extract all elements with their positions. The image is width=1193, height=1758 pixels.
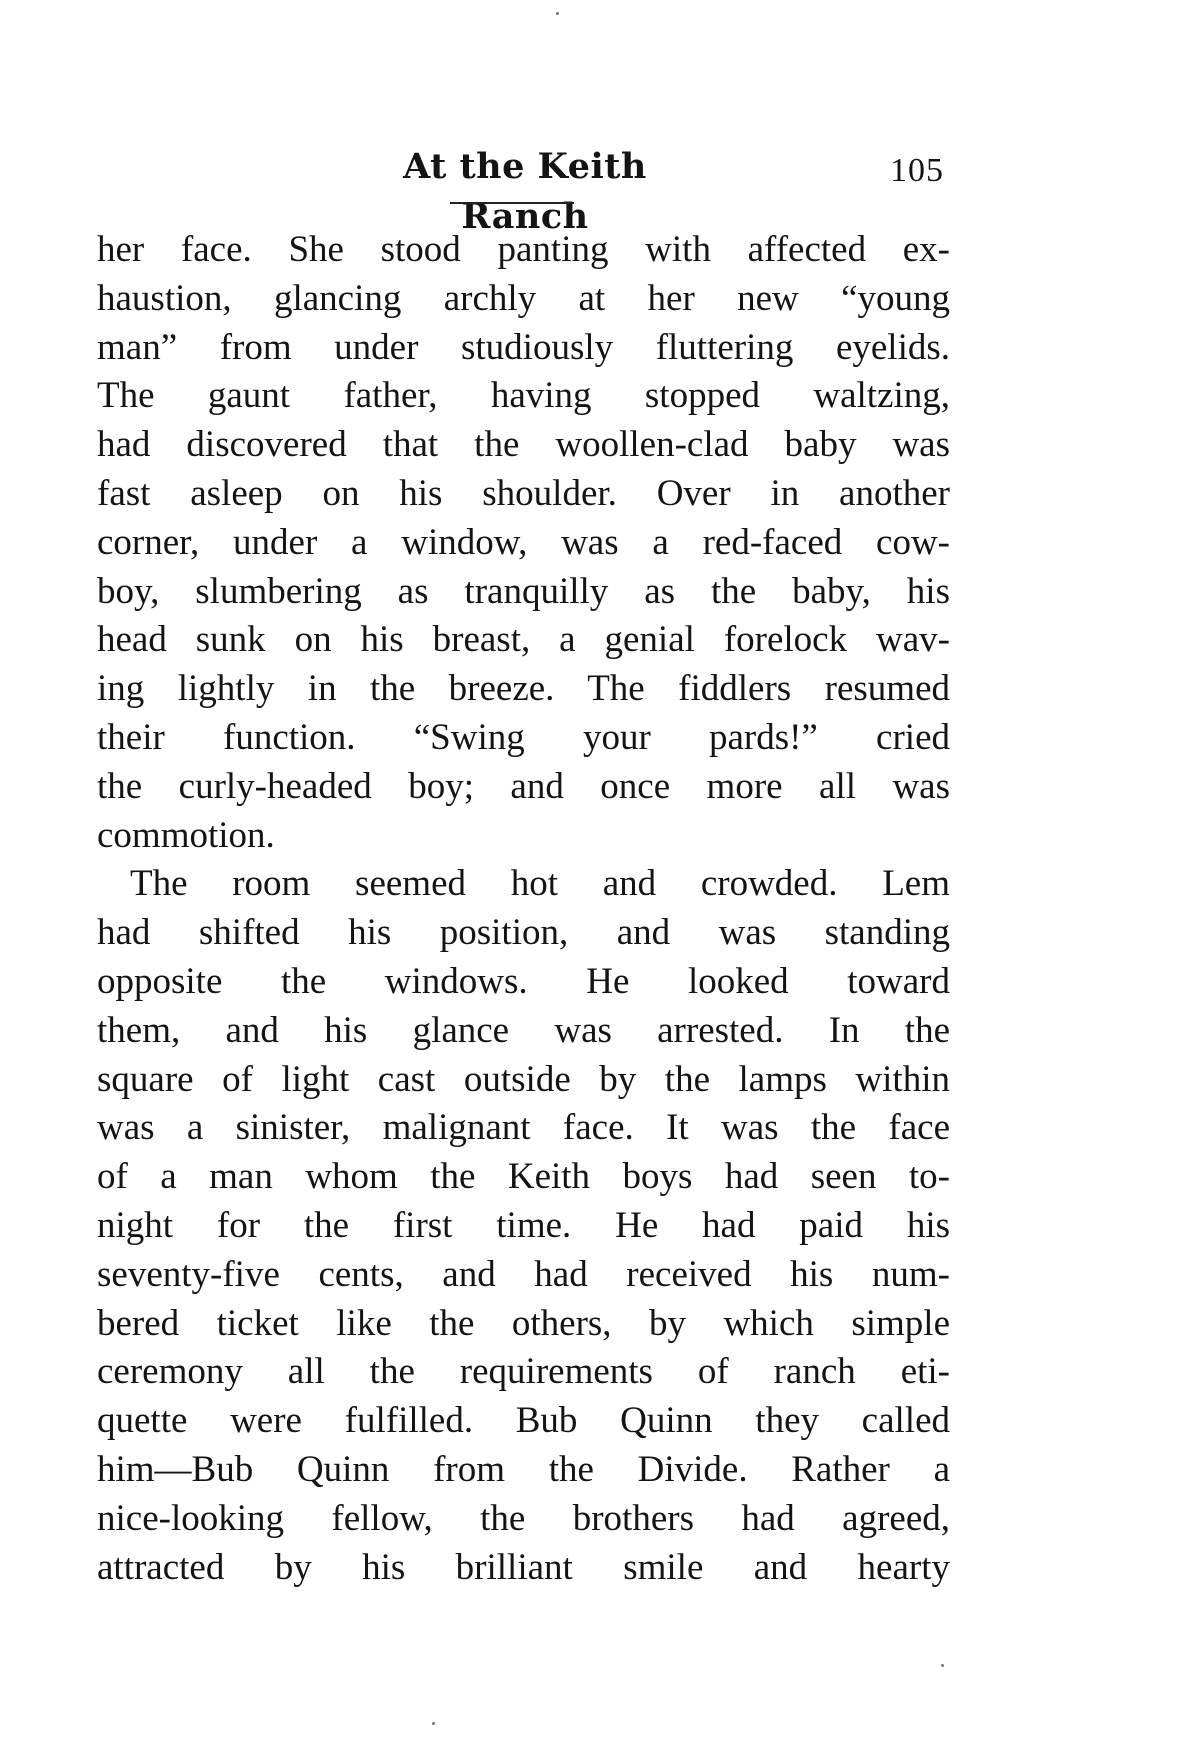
text-line: night for the first time. He had paid his: [97, 1204, 950, 1246]
running-title: At the Keith Ranch: [403, 146, 647, 237]
text-line: had discovered that the woollen-clad baby was: [97, 424, 950, 466]
paper-speck: [556, 12, 559, 15]
text-line: had shifted his position, and was standing: [97, 912, 950, 954]
text-line: nice-looking fellow, the brothers had agreed,: [97, 1497, 950, 1539]
text-line: The gaunt father, having stopped waltzing,: [97, 375, 950, 417]
text-line: the curly-headed boy; and once more all was: [97, 765, 950, 807]
text-line: ceremony all the requirements of ranch eti-: [97, 1351, 950, 1393]
text-line: bered ticket like the others, by which simple: [97, 1302, 950, 1344]
text-line: ing lightly in the breeze. The fiddlers resumed: [97, 668, 950, 710]
text-line: commotion.: [97, 814, 275, 856]
text-line: The room seemed hot and crowded. Lem: [130, 863, 950, 905]
text-line: them, and his glance was arrested. In the: [97, 1009, 950, 1051]
text-line: their function. “Swing your pards!” cried: [97, 716, 950, 758]
text-line: seventy-five cents, and had received his num-: [97, 1253, 950, 1295]
text-line: boy, slumbering as tranquilly as the baby, his: [97, 570, 950, 612]
running-head: [0, 142, 1193, 237]
text-line: fast asleep on his shoulder. Over in another: [97, 472, 950, 514]
page-number: 105: [890, 152, 944, 189]
paper-speck: [941, 1664, 944, 1667]
text-line: head sunk on his breast, a genial forelock wav-: [97, 619, 950, 661]
text-line: corner, under a window, was a red-faced cow-: [97, 521, 950, 563]
text-line: was a sinister, malignant face. It was the face: [97, 1107, 950, 1149]
paragraph-1: [97, 226, 950, 860]
header-rule: [450, 202, 574, 204]
text-line: quette were fulfilled. Bub Quinn they called: [97, 1400, 950, 1442]
text-line: her face. She stood panting with affected ex-: [97, 229, 950, 270]
body-text: [97, 226, 950, 1592]
text-line: of a man whom the Keith boys had seen to-: [97, 1156, 950, 1198]
text-line: square of light cast outside by the lamps within: [97, 1058, 950, 1100]
text-line: opposite the windows. He looked toward: [97, 960, 950, 1002]
text-line: man” from under studiously fluttering eyelids.: [97, 326, 950, 368]
text-line: attracted by his brilliant smile and hearty: [97, 1546, 950, 1588]
text-line: him—Bub Quinn from the Divide. Rather a: [97, 1448, 950, 1490]
paragraph-2: [97, 860, 950, 1592]
paper-speck: [432, 1722, 435, 1725]
text-line: haustion, glancing archly at her new “young: [97, 277, 950, 319]
